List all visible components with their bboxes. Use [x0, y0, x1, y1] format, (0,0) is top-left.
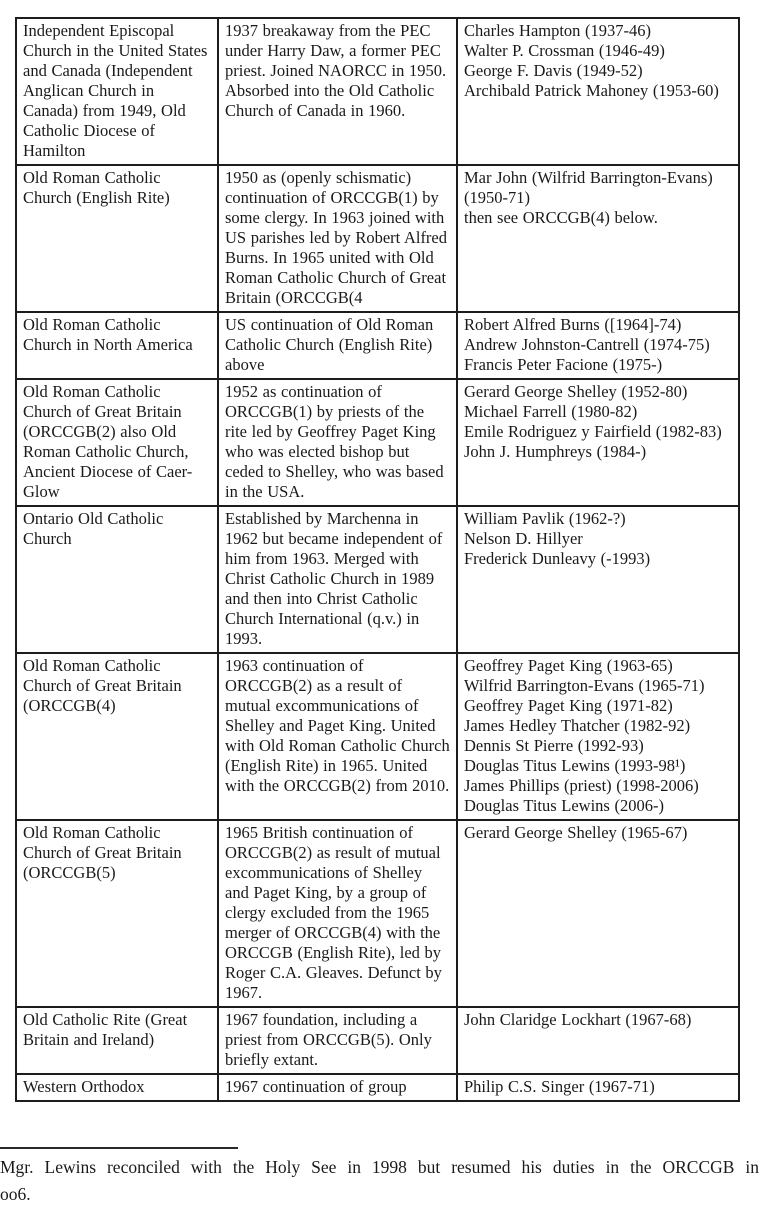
footnote-separator-rule	[0, 1147, 238, 1149]
table-row	[16, 653, 739, 820]
leaders-cell	[457, 506, 739, 653]
leader-line: James Phillips (priest) (1998-2006)	[464, 776, 699, 795]
leader-line: Francis Peter Facione (1975-)	[464, 355, 663, 374]
leaders-cell	[457, 18, 739, 165]
leader-line: Mar John (Wilfrid Barrington-Evans) (1950-71)	[464, 168, 713, 207]
table-row	[16, 165, 739, 312]
origin-cell: 1950 as (openly schismatic) continuation of ORCCGB(1) by some clergy. In 1963 joined with US parishes led by Robert Alfred Burns. In 1965 united with Old Roman Catholic Church of Great Britain (ORCCGB(4	[218, 165, 457, 312]
table-row	[16, 820, 739, 1007]
table-row	[16, 1074, 739, 1101]
leaders-cell	[457, 1007, 739, 1074]
table-row	[16, 506, 739, 653]
church-name-cell: Old Roman Catholic Church in North America	[16, 312, 218, 379]
leader-line: then see ORCCGB(4) below.	[464, 208, 658, 227]
footnote	[0, 1154, 759, 1208]
leader-line: Douglas Titus Lewins (2006-)	[464, 796, 664, 815]
leader-line: Philip C.S. Singer (1967-71)	[464, 1077, 655, 1096]
leader-line: James Hedley Thatcher (1982-92)	[464, 716, 691, 735]
origin-cell: 1963 continuation of ORCCGB(2) as a result of mutual excommunications of Shelley and Paget King. United with Old Roman Catholic Church (English Rite) in 1965. United with the ORCCGB(2) from 2010.	[218, 653, 457, 820]
church-name-cell: Old Roman Catholic Church of Great Britain (ORCCGB(5)	[16, 820, 218, 1007]
origin-cell: 1967 foundation, including a priest from ORCCGB(5). Only briefly extant.	[218, 1007, 457, 1074]
leader-line: Emile Rodriguez y Fairfield (1982-83)	[464, 422, 722, 441]
church-name-cell: Old Roman Catholic Church of Great Britain (ORCCGB(2) also Old Roman Catholic Church, Ancient Diocese of Caer-Glow	[16, 379, 218, 506]
origin-cell: US continuation of Old Roman Catholic Church (English Rite) above	[218, 312, 457, 379]
church-table-body	[16, 18, 739, 1101]
leader-line: Gerard George Shelley (1965-67)	[464, 823, 688, 842]
leader-line: Douglas Titus Lewins (1993-98¹)	[464, 756, 686, 775]
leader-line: Michael Farrell (1980-82)	[464, 402, 638, 421]
leader-line: William Pavlik (1962-?)	[464, 509, 626, 528]
leader-line: Walter P. Crossman (1946-49)	[464, 41, 665, 60]
leader-line: Andrew Johnston-Cantrell (1974-75)	[464, 335, 710, 354]
footnote-text-line1: Mgr. Lewins reconciled with the Holy See in 1998 but resumed his duties in the ORCCGB in	[0, 1157, 759, 1177]
table-row	[16, 312, 739, 379]
origin-cell: 1937 breakaway from the PEC under Harry Daw, a former PEC priest. Joined NAORCC in 1950. Absorbed into the Old Catholic Church of Canada in 1960.	[218, 18, 457, 165]
church-name-cell: Ontario Old Catholic Church	[16, 506, 218, 653]
church-name-cell: Old Roman Catholic Church of Great Britain (ORCCGB(4)	[16, 653, 218, 820]
leader-line: Robert Alfred Burns ([1964]-74)	[464, 315, 682, 334]
leaders-cell	[457, 312, 739, 379]
leader-line: John J. Humphreys (1984-)	[464, 442, 647, 461]
leader-line: George F. Davis (1949-52)	[464, 61, 643, 80]
church-name-cell: Independent Episcopal Church in the United States and Canada (Independent Anglican Church in Canada) from 1949, Old Catholic Diocese of Hamilton	[16, 18, 218, 165]
leader-line: Geoffrey Paget King (1963-65)	[464, 656, 673, 675]
origin-cell: 1967 continuation of group	[218, 1074, 457, 1101]
leader-line: Gerard George Shelley (1952-80)	[464, 382, 688, 401]
leader-line: Archibald Patrick Mahoney (1953-60)	[464, 81, 719, 100]
table-row	[16, 379, 739, 506]
footnote-text-line2: oo6.	[0, 1184, 31, 1204]
table-row	[16, 1007, 739, 1074]
church-name-cell: Old Catholic Rite (Great Britain and Ireland)	[16, 1007, 218, 1074]
church-name-cell: Old Roman Catholic Church (English Rite)	[16, 165, 218, 312]
leaders-cell	[457, 379, 739, 506]
leader-line: Frederick Dunleavy (-1993)	[464, 549, 651, 568]
leader-line: Dennis St Pierre (1992-93)	[464, 736, 644, 755]
leader-line: Wilfrid Barrington-Evans (1965-71)	[464, 676, 705, 695]
origin-cell: 1965 British continuation of ORCCGB(2) as result of mutual excommunications of Shelley and Paget King, by a group of clergy excluded from the 1965 merger of ORCCGB(4) with the ORCCGB (English Rite), led by Roger C.A. Gleaves. Defunct by 1967.	[218, 820, 457, 1007]
church-history-table	[15, 17, 740, 1102]
church-name-cell: Western Orthodox	[16, 1074, 218, 1101]
leader-line: Nelson D. Hillyer	[464, 529, 583, 548]
table-row	[16, 18, 739, 165]
leader-line: John Claridge Lockhart (1967-68)	[464, 1010, 692, 1029]
leaders-cell	[457, 820, 739, 1007]
origin-cell: Established by Marchenna in 1962 but became independent of him from 1963. Merged with Christ Catholic Church in 1989 and then into Christ Catholic Church International (q.v.) in 1993.	[218, 506, 457, 653]
leaders-cell	[457, 165, 739, 312]
origin-cell: 1952 as continuation of ORCCGB(1) by priests of the rite led by Geoffrey Paget King who was elected bishop but ceded to Shelley, who was based in the USA.	[218, 379, 457, 506]
leaders-cell	[457, 653, 739, 820]
leaders-cell	[457, 1074, 739, 1101]
leader-line: Charles Hampton (1937-46)	[464, 21, 652, 40]
leader-line: Geoffrey Paget King (1971-82)	[464, 696, 673, 715]
